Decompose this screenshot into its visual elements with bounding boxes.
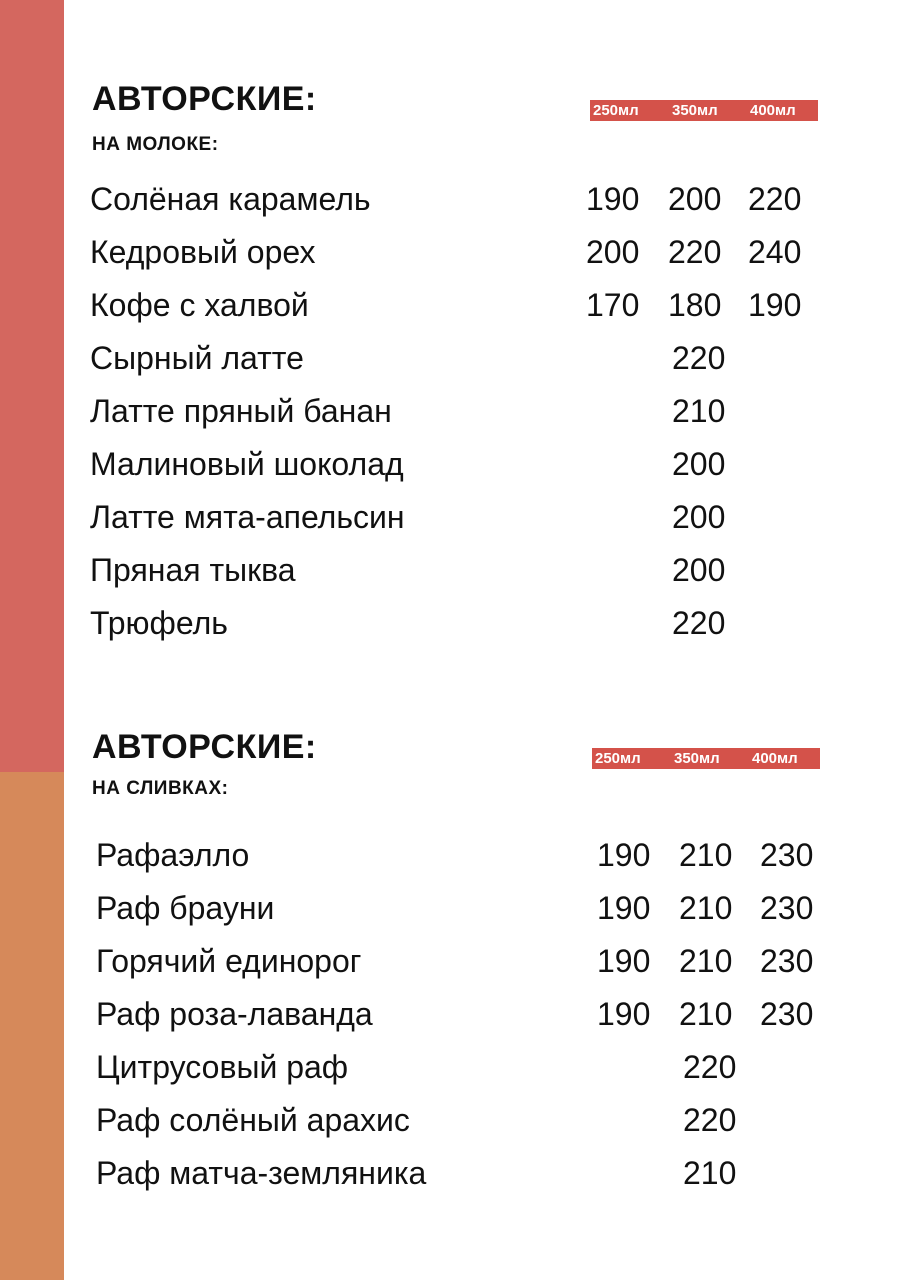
menu-item: [0, 941, 914, 981]
menu-item-name: Солёная карамель: [90, 181, 371, 217]
menu-item: [0, 232, 914, 272]
menu-item-price: 180: [668, 287, 722, 323]
menu-item-price: 230: [760, 996, 814, 1032]
menu-item-price: 220: [683, 1102, 737, 1138]
menu-item: [0, 497, 914, 537]
section-title: АВТОРСКИЕ:: [92, 80, 317, 118]
menu-item-price: 230: [760, 837, 814, 873]
size-label: 350мл: [674, 750, 720, 767]
menu-item-price: 220: [672, 605, 726, 641]
size-label: 250мл: [595, 750, 641, 767]
menu-item: [0, 285, 914, 325]
menu-item: [0, 1100, 914, 1140]
section-title: АВТОРСКИЕ:: [92, 728, 317, 766]
menu-item-name: Цитрусовый раф: [96, 1049, 349, 1085]
menu-item-name: Пряная тыква: [90, 552, 296, 588]
menu-item-price: 220: [668, 234, 722, 270]
menu-item: [0, 391, 914, 431]
menu-item-price: 200: [672, 499, 726, 535]
menu-item-name: Латте пряный банан: [90, 393, 392, 429]
menu-item: [0, 603, 914, 643]
menu-item: [0, 994, 914, 1034]
menu-item: [0, 1153, 914, 1193]
size-header: [592, 748, 820, 769]
menu-item: [0, 550, 914, 590]
menu-item-name: Раф роза-лаванда: [96, 996, 373, 1032]
menu-item-price: 210: [679, 943, 733, 979]
menu-item-name: Латте мята-апельсин: [90, 499, 405, 535]
menu-item-name: Трюфель: [90, 605, 228, 641]
menu-item: [0, 338, 914, 378]
menu-item-price: 200: [668, 181, 722, 217]
size-label: 400мл: [750, 102, 796, 119]
menu-item-price: 200: [672, 552, 726, 588]
menu-item-price: 220: [672, 340, 726, 376]
menu-item-price: 210: [683, 1155, 737, 1191]
menu-item-price: 240: [748, 234, 802, 270]
menu-item-name: Малиновый шоколад: [90, 446, 404, 482]
size-label: 400мл: [752, 750, 798, 767]
menu-item: [0, 888, 914, 928]
menu-item-price: 190: [597, 890, 651, 926]
menu-item-price: 190: [586, 181, 640, 217]
section-subtitle: НА МОЛОКЕ:: [92, 134, 219, 155]
menu-item: [0, 444, 914, 484]
menu-item-name: Сырный латте: [90, 340, 304, 376]
menu-item-name: Рафаэлло: [96, 837, 250, 873]
menu-item-price: 210: [679, 837, 733, 873]
menu-item: [0, 179, 914, 219]
menu-item-price: 210: [672, 393, 726, 429]
size-header: [590, 100, 818, 121]
menu-item-name: Раф брауни: [96, 890, 275, 926]
menu-item-price: 200: [586, 234, 640, 270]
menu-item-price: 230: [760, 943, 814, 979]
size-label: 350мл: [672, 102, 718, 119]
menu-item-price: 170: [586, 287, 640, 323]
menu-item-name: Горячий единорог: [96, 943, 362, 979]
menu-item-price: 230: [760, 890, 814, 926]
menu-item-price: 200: [672, 446, 726, 482]
section-subtitle: НА СЛИВКАХ:: [92, 778, 229, 799]
menu-item-name: Кофе с халвой: [90, 287, 309, 323]
menu-item-price: 190: [597, 996, 651, 1032]
size-label: 250мл: [593, 102, 639, 119]
menu-item-price: 210: [679, 890, 733, 926]
menu-item-name: Раф матча-земляника: [96, 1155, 427, 1191]
menu-item-name: Кедровый орех: [90, 234, 316, 270]
menu-item: [0, 1047, 914, 1087]
menu-item-name: Раф солёный арахис: [96, 1102, 410, 1138]
menu-item-price: 220: [748, 181, 802, 217]
menu-item-price: 220: [683, 1049, 737, 1085]
menu-item-price: 210: [679, 996, 733, 1032]
menu-item: [0, 835, 914, 875]
accent-strip-top: [0, 0, 64, 772]
menu-item-price: 190: [597, 943, 651, 979]
menu-item-price: 190: [597, 837, 651, 873]
menu-item-price: 190: [748, 287, 802, 323]
